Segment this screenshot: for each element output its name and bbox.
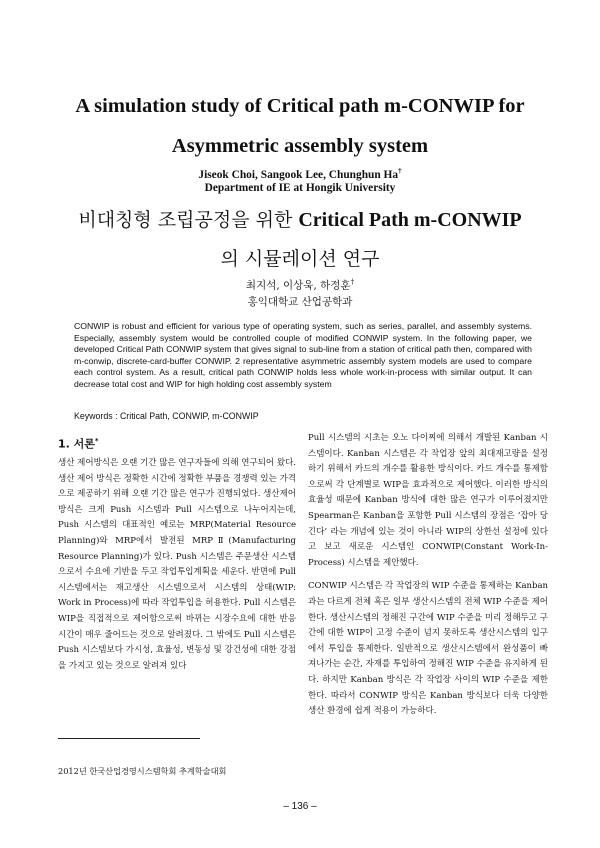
footnote: 2012년 한국산업경영시스템학회 추계학술대회 xyxy=(58,766,227,776)
title-ko-part1: 비대칭형 조립공정을 위한 xyxy=(78,209,299,231)
affiliation-korean: 홍익대학교 산업공학과 xyxy=(247,295,353,308)
paragraph: Pull 시스템의 시초는 오노 다이찌에 의해서 개발된 Kanban 시스템이다. Kanban 시스템은 각 작업장 앞의 최대재고량을 설정하기 위해서 카드의 개수를 활용한 방식이다. 카드 개수를 통제함으로써 각 단계별로 WIP을 효과적으로 제어했다. 이러한 방식의 효율성 때문에 Kanban 방식에 대한 많은 연구가 이루어졌지만 Spearman은 Kanban을 포함한 Pull 시스템의 장점은 ‘잡아 당긴다’ 라는 개념에 있는 것이 아니라 WIP의 상한선 설정에 있다고 보고 새로운 시스템인 CONWIP(Constant Work-In-Process) 시스템을 제안했다. xyxy=(308,433,548,568)
corresponding-mark-ko: † xyxy=(350,278,355,286)
paper-title-english: A simulation study of Critical path m-CONWIP for Asymmetric assembly system xyxy=(75,95,525,157)
section-heading-introduction xyxy=(58,433,99,453)
authors-korean-block xyxy=(40,274,560,310)
section-footnote-mark: * xyxy=(94,437,99,445)
section-heading-text: 1. 서론 xyxy=(58,437,95,451)
authors-korean xyxy=(40,274,560,294)
paragraph: CONWIP 시스템은 각 작업장의 WIP 수준을 통제하는 Kanban과는 다르게 전체 혹은 일부 생산시스템의 전체 WIP 수준을 제어한다. 생산시스템의 정해진 구간에 WIP 수준을 미리 정해두고 구간에 대한 WIP이 고정 수준이 넘지 못하도록 생산시스템의 입구에서 투입을 통제한다. 일반적으로 생산시스템에서 완성품이 빠져나가는 순간, 자재를 투입하여 정해진 WIP 수준을 유지하게 된다. 하지만 Kanban 방식은 각 작업장 사이의 WIP 수준을 제한한다. 따라서 CONWIP 방식은 Kanban 방식보다 더욱 다양한 생산 환경에 쉽게 적용이 가능하다. xyxy=(308,581,548,717)
title-ko-english-part: Critical Path m-CONWIP xyxy=(298,209,522,231)
paragraph: 생산 제어방식은 오랜 기간 많은 연구자들에 의해 연구되어 왔다. 생산 제어 방식은 정확한 시간에 정확한 부품을 경쟁력 있는 가격으로 제공하기 위해 오랜 기간 많은 연구가 진행되었다. 생산제어 방식은 크게 Push 시스템과 Pull 시스템으로 나누어지는데, Push 시스템의 대표적인 예로는 MRP(Material Resource Planning)와 MRP에서 발전된 MRPⅡ(Manufacturing Resource Planning)가 있다. Push 시스템은 주문생산 시스템으로서 수요에 기반을 두고 작업투입계획을 세운다. 반면에 Pull 시스템에서는 재고생산 시스템으로서 시스템의 상태(WIP: Work in Process)에 따라 작업투입을 허용한다. Pull 시스템은 WIP을 직접적으로 제어함으로써 바뀌는 시장수요에 대한 반응시간이 매우 줄어드는 것으로 알려졌다. 그 밖에도 Pull 시스템은 Push 시스템보다 가시성, 효율성, 변동성 및 강건성에 대한 강점을 가지고 있는 것으로 알려져 있다 xyxy=(58,458,297,671)
author-names-en: Jiseok Choi, Sangook Lee, Chunghun Ha xyxy=(198,168,399,181)
page-number: – 136 – xyxy=(283,801,317,812)
right-column xyxy=(308,431,548,720)
authors-english xyxy=(40,165,560,182)
footnote-divider xyxy=(58,738,200,739)
title-ko-part2: 의 시뮬레이션 연구 xyxy=(220,248,380,270)
affiliation-english: Department of IE at Hongik University xyxy=(204,181,396,194)
authors-english-block xyxy=(40,165,560,195)
abstract: CONWIP is robust and efficient for various type of operating system, such as series, parallel, and assembly systems. Especially, assembly system would be controlled couple of modified CONWIP system. In the following paper, we developed Critical Path CONWIP system that gives signal to sub-line from a station of critical path then, compared with m-conwip, discrete-card-buffer CONWIP. 2 representative asymmetric assembly system models are used to compare each control system. As a result, critical path CONWIP holds less whole work-in-process with similar output. It can decrease total cost and WIP for high holding cost assembly system xyxy=(74,321,532,389)
paper-title-korean xyxy=(40,201,560,279)
keywords: Keywords : Critical Path, CONWIP, m-CONWIP xyxy=(74,411,259,421)
corresponding-mark: † xyxy=(398,167,402,175)
author-names-ko: 최지석, 이상욱, 하정훈 xyxy=(245,279,351,292)
left-column xyxy=(58,456,296,674)
